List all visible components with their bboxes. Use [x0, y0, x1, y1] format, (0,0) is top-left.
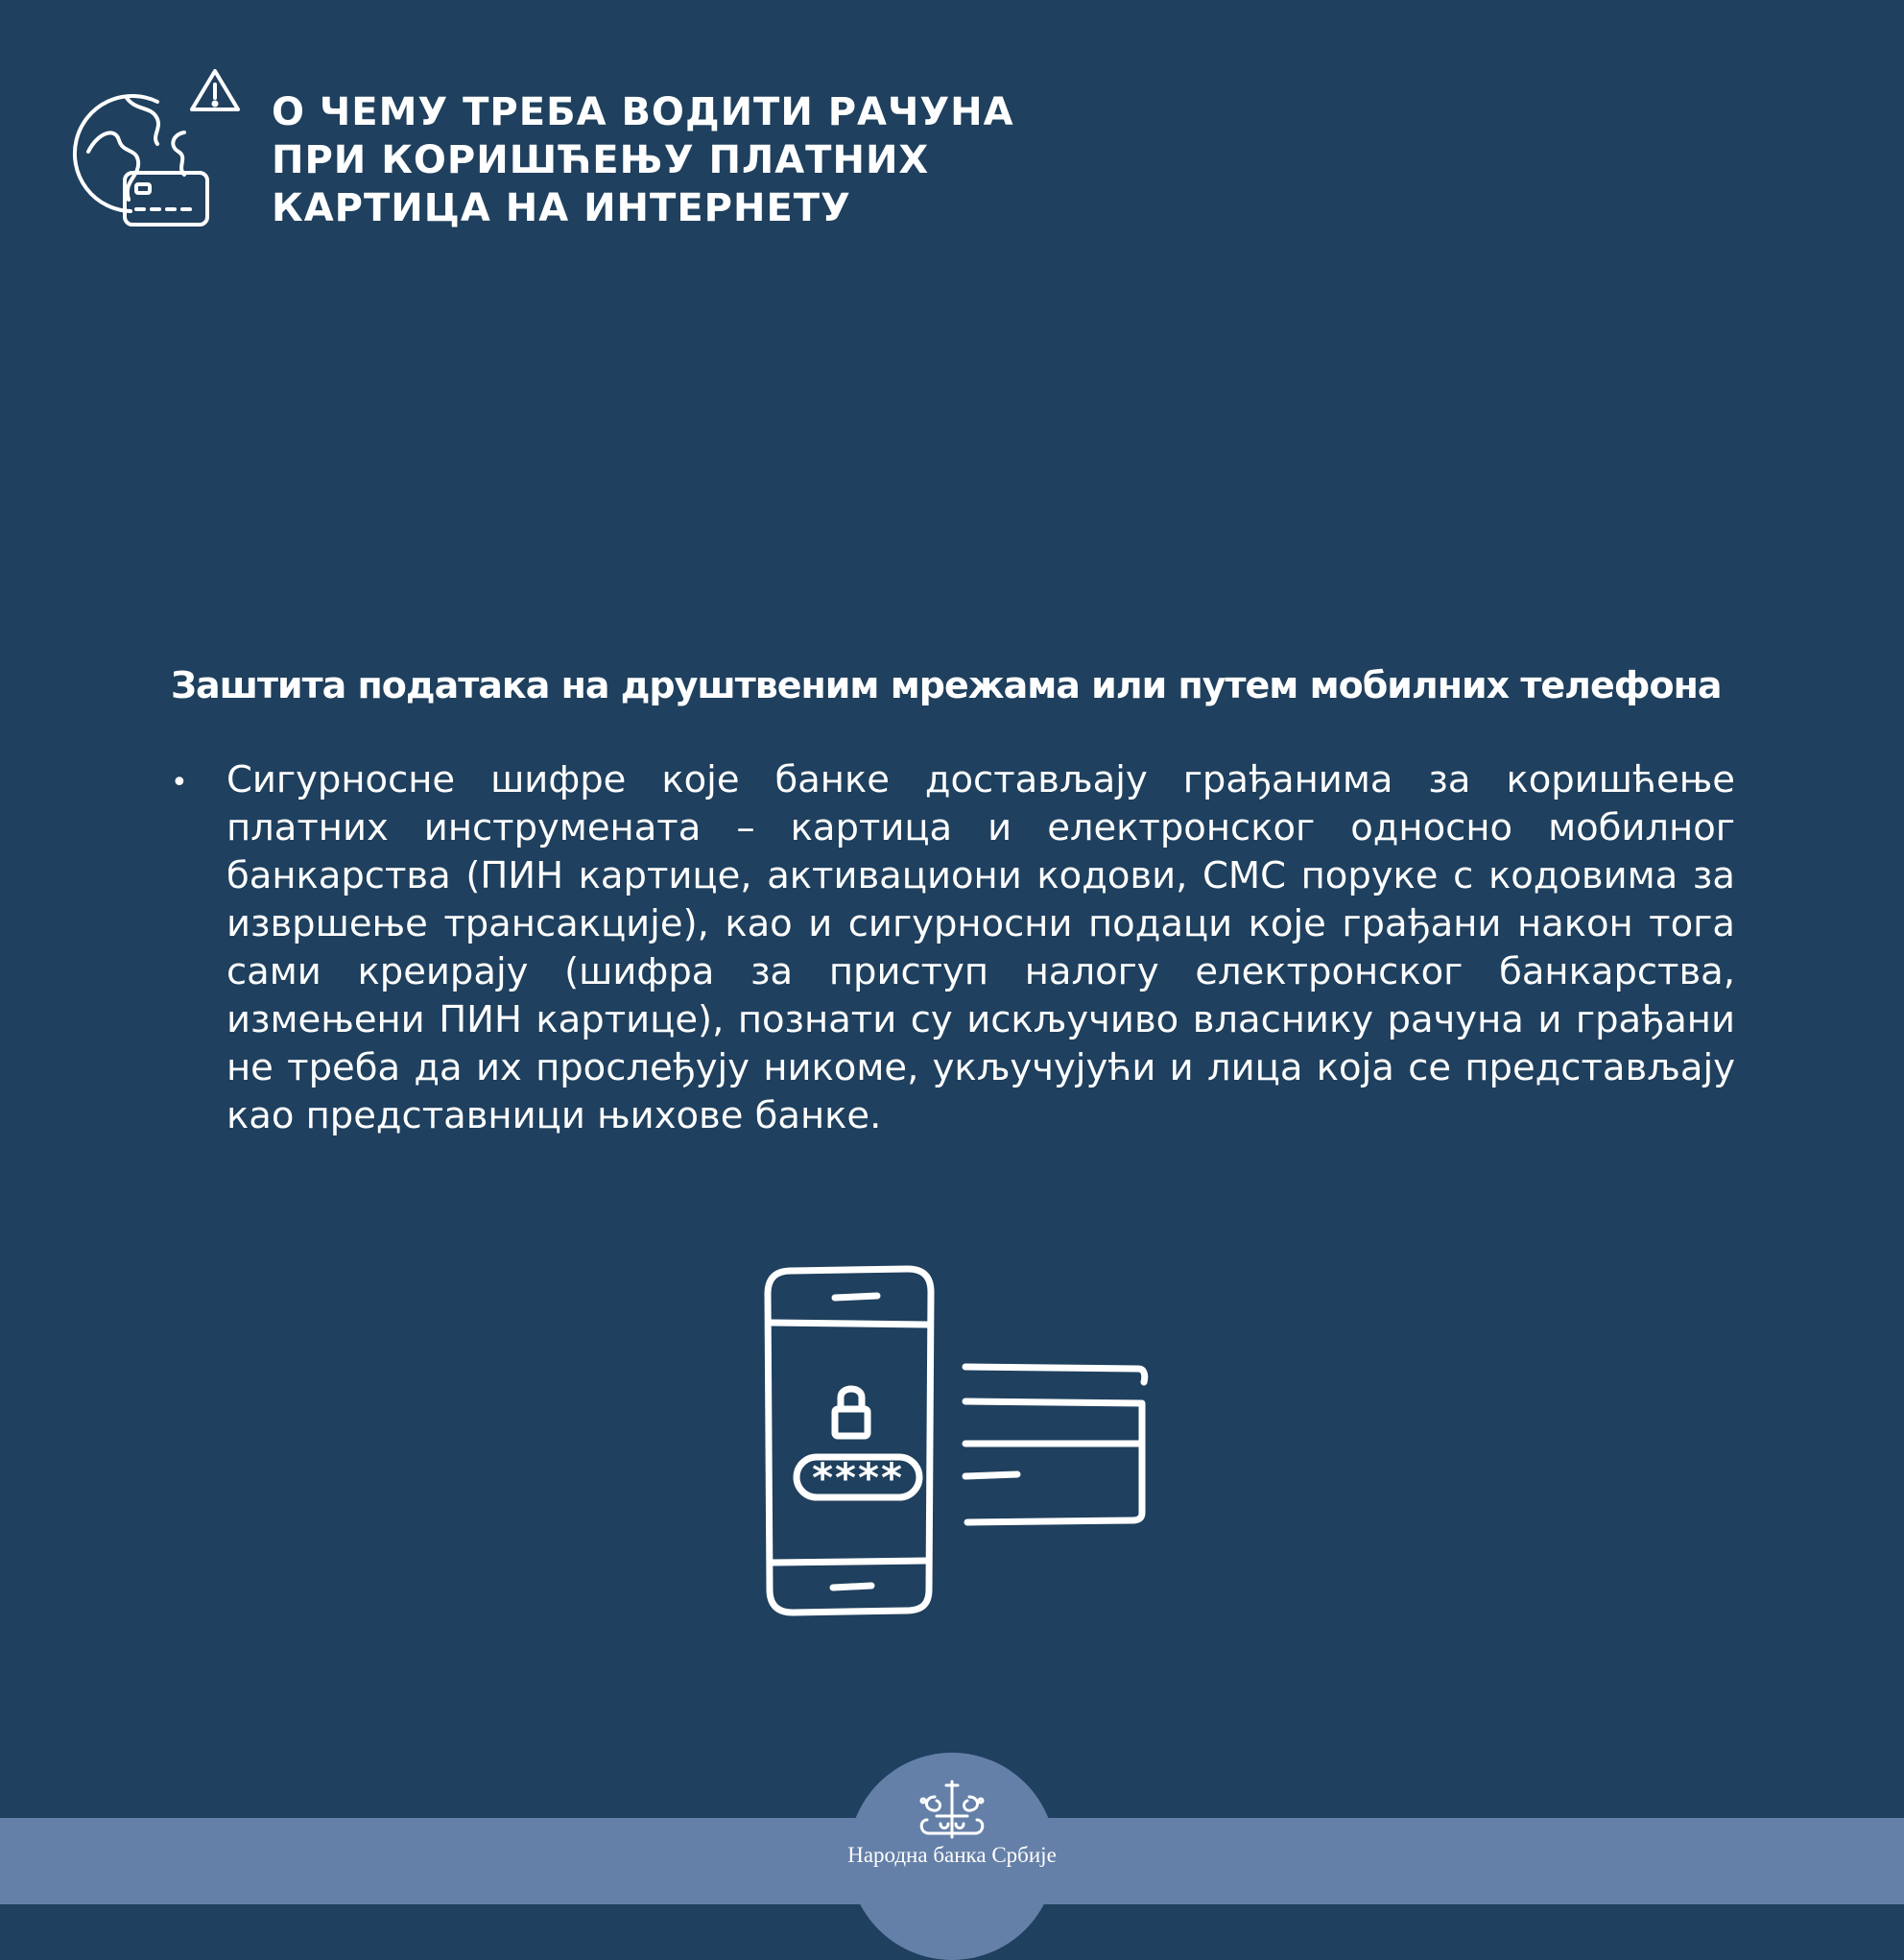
- page-title-line: ПРИ КОРИШЋЕЊУ ПЛАТНИХ: [272, 138, 930, 182]
- phone-lock-card-icon: [758, 1263, 1152, 1620]
- bullet-list: [171, 756, 1735, 1140]
- footer-org-name: Народна банка Србије: [847, 1843, 1057, 1867]
- list-item-text: Сигурносне шифре које банке достављају грађанима за коришћење платних инструмената – картица и електронског односно мобилног банкарства (ПИН картице, активациони кодови, СМС поруке с кодовима за извршење трансакције), као и сигурносни подаци које грађани након тога сами креирају (шифра за приступ налогу електронског банкарства, измењени ПИН картице), познати су искључиво власнику рачуна и грађани не треба да их прослеђују никоме, укључујући и лица која се представљају као представници њихове банке.: [226, 758, 1735, 1137]
- globe-card-warning-icon: [69, 65, 242, 238]
- section-heading: Заштита података на друштвеним мрежама или путем мобилних телефона: [171, 664, 1722, 706]
- page-title-line: КАРТИЦА НА ИНТЕРНЕТУ: [272, 186, 851, 230]
- bullet-icon: •: [171, 766, 188, 800]
- nbs-monogram-logo: [914, 1778, 990, 1845]
- list-item: [171, 756, 1735, 1140]
- pin-mask-text: ****: [812, 1454, 904, 1501]
- page-title: [272, 88, 1014, 232]
- page-title-line: О ЧЕМУ ТРЕБА ВОДИТИ РАЧУНА: [272, 90, 1014, 134]
